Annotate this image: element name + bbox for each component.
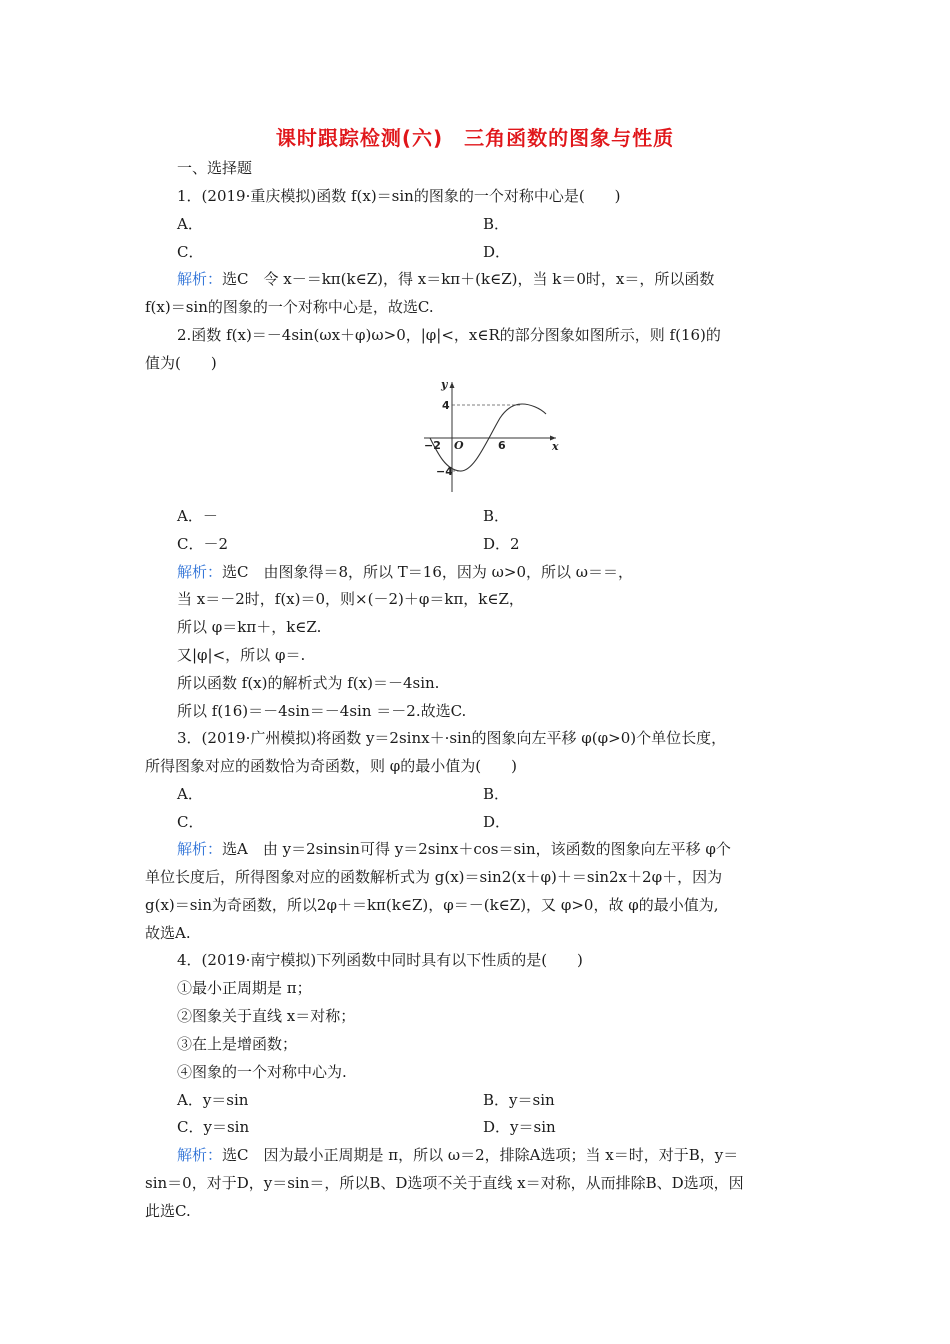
- q1-option-c: C．: [177, 243, 204, 261]
- q4-option-d: D．y＝sin: [483, 1118, 556, 1136]
- y-axis-label: y: [441, 378, 448, 391]
- q4-solution-text: 此选C.: [145, 1202, 191, 1220]
- q1-option-a: A．: [177, 215, 203, 233]
- solution-label: 解析：: [177, 270, 223, 288]
- q2-option-d: D．2: [483, 535, 520, 553]
- q3-solution-line: [177, 839, 731, 859]
- q2-solution-text: 所以函数 f(x)的解析式为 f(x)＝－4sin.: [177, 674, 440, 692]
- q3-option-a: A．: [177, 785, 203, 803]
- q1-option-b: B．: [483, 215, 510, 233]
- q2-option-b: B．: [483, 507, 510, 525]
- q1-option-d: D．: [483, 243, 511, 261]
- q4-solution-text: sin＝0，对于D，y＝sin＝，所以B、D选项不关于直线 x＝对称，从而排除B、D选项，因: [145, 1174, 744, 1192]
- q2-solution-text: 又|φ|<，所以 φ＝.: [177, 646, 306, 664]
- q4-solution-line: [177, 1145, 738, 1165]
- q4-stem: 4．(2019·南宁模拟)下列函数中同时具有以下性质的是( ): [177, 951, 583, 969]
- y-axis-arrow: [450, 382, 455, 388]
- tick-label-neg4: −4: [436, 465, 453, 478]
- q3-solution-text: 故选A.: [145, 924, 191, 942]
- q2-solution-text: 所以 f(16)＝－4sin＝－4sin ＝－2.故选C.: [177, 702, 467, 720]
- q3-stem-cont: 所得图象对应的函数恰为奇函数，则 φ的最小值为( ): [145, 757, 517, 775]
- q2-option-c: C．－2: [177, 535, 229, 553]
- solution-text: 选C 由图象得＝8，所以 T＝16，因为 ω>0，所以 ω＝＝，: [222, 563, 634, 581]
- solution-label: 解析：: [177, 840, 223, 858]
- q4-option-c: C．y＝sin: [177, 1118, 250, 1136]
- q3-solution-text: 单位长度后，所得图象对应的函数解析式为 g(x)＝sin2(x＋φ)＋＝sin2x＋2φ＋，因为: [145, 868, 723, 886]
- q2-option-a: A．－: [177, 507, 218, 525]
- q4-option-b: B．y＝sin: [483, 1091, 555, 1109]
- solution-text: 选A 由 y＝2sinsin可得 y＝2sinx＋cos＝sin，该函数的图象向左平移 φ个: [222, 840, 731, 858]
- q1-solution-text: f(x)＝sin的图象的一个对称中心是，故选C.: [145, 298, 434, 316]
- q1-solution-line: [177, 269, 714, 289]
- q2-stem-cont: 值为( ): [145, 354, 217, 372]
- q3-option-d: D．: [483, 813, 511, 831]
- section-heading: 一、选择题: [177, 159, 253, 177]
- q3-option-c: C．: [177, 813, 204, 831]
- solution-text: 选C 因为最小正周期是 π，所以 ω＝2，排除A选项；当 x＝时，对于B，y＝: [222, 1146, 739, 1164]
- solution-label: 解析：: [177, 1146, 223, 1164]
- x-axis-label: x: [552, 440, 559, 453]
- origin-label: O: [454, 439, 464, 452]
- q3-option-b: B．: [483, 785, 510, 803]
- q3-solution-text: g(x)＝sin为奇函数，所以2φ＋＝kπ(k∈Z)，φ＝－(k∈Z)，又 φ>0，故 φ的最小值为,: [145, 896, 719, 914]
- q2-solution-text: 当 x＝－2时，f(x)＝0，则×(－2)＋φ＝kπ，k∈Z，: [177, 590, 524, 608]
- q4-option-a: A．y＝sin: [177, 1091, 249, 1109]
- tick-label-neg2: −2: [424, 439, 441, 452]
- q2-solution-text: 所以 φ＝kπ＋，k∈Z.: [177, 618, 322, 636]
- tick-label-6: 6: [498, 439, 506, 452]
- solution-text: 选C 令 x－＝kπ(k∈Z)，得 x＝kπ＋(k∈Z)，当 k＝0时，x＝，所以函数: [222, 270, 715, 288]
- q3-stem: 3．(2019·广州模拟)将函数 y＝2sinx＋·sin的图象向左平移 φ(φ>0)个单位长度，: [177, 729, 727, 747]
- sine-graph-figure: [416, 376, 562, 496]
- page-title: 课时跟踪检测(六) 三角函数的图象与性质: [275, 126, 675, 150]
- q4-property-1: ①最小正周期是 π；: [177, 979, 312, 997]
- q2-solution-line: [177, 562, 633, 582]
- q4-property-4: ④图象的一个对称中心为.: [177, 1063, 347, 1081]
- q4-property-2: ②图象关于直线 x＝对称；: [177, 1007, 356, 1025]
- q2-stem: 2.函数 f(x)＝－4sin(ωx＋φ)ω>0，|φ|<，x∈R的部分图象如图所示，则 f(16)的: [177, 326, 721, 344]
- q4-property-3: ③在上是增函数；: [177, 1035, 298, 1053]
- solution-label: 解析：: [177, 563, 223, 581]
- q1-stem: 1．(2019·重庆模拟)函数 f(x)＝sin的图象的一个对称中心是( ): [177, 187, 621, 205]
- tick-label-4: 4: [442, 399, 450, 412]
